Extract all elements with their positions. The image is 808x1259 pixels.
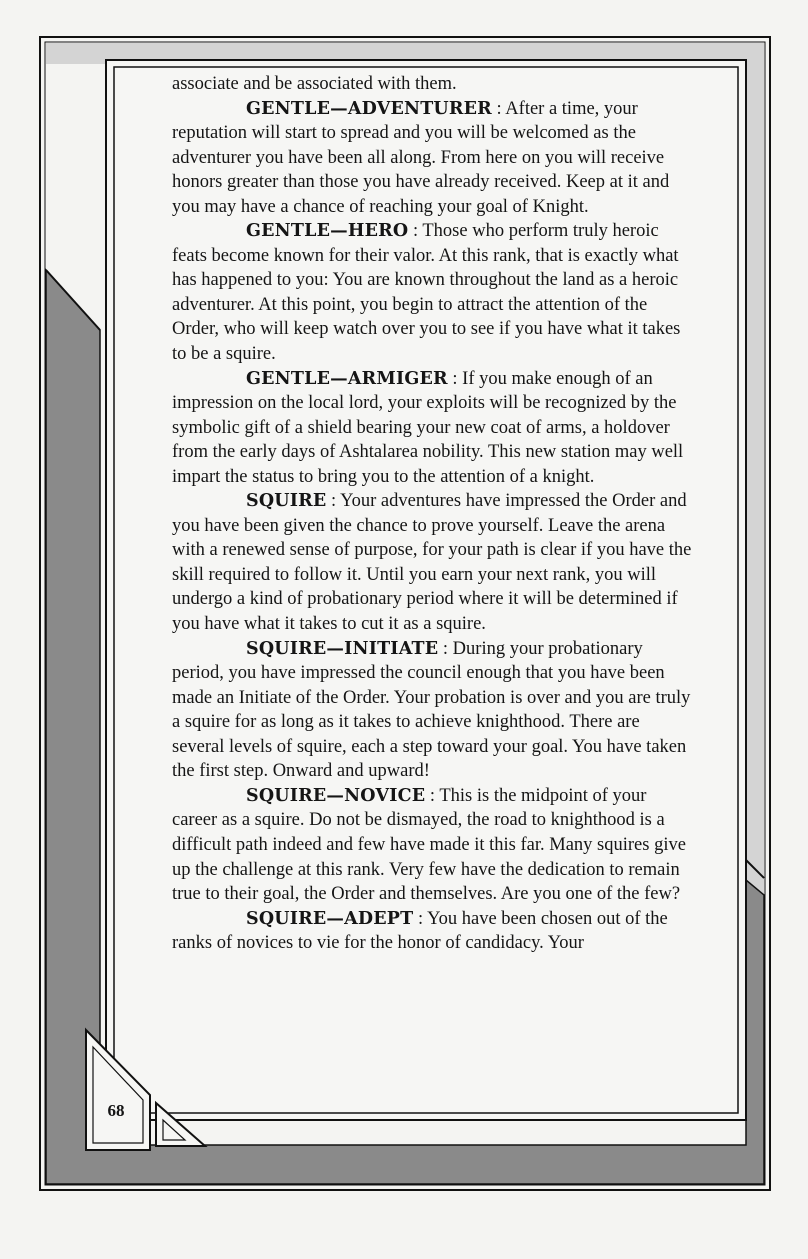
rank-entry-gentle-hero: GENTLE—HERO : Those who perform truly heroic feats become known for their valor. At this rank, that is exactly what has happened to you: You are known throughout the land as a heroic adventurer. At this point, you begin to attract the attention of the Order, who will keep watch over you to see if you have what it takes to be a squire. [172, 221, 681, 365]
rank-title: GENTLE—ADVENTURER [246, 98, 492, 119]
page-number: 68 [107, 1101, 125, 1120]
rank-description: You have been chosen out of the ranks of novices to vie for the honor of candidacy. Your [172, 908, 668, 954]
rank-description: Your adventures have impressed the Order and you have been given the chance to prove yourself. Leave the arena with a renewed sense of purpose, for your path is clear if you have the skill required to follow it. Until you earn your next rank, you will undergo a kind of probationary period where it will be determined if you have what it takes to cut it as a squire. [172, 491, 692, 635]
rank-title: SQUIRE [246, 491, 327, 512]
body-text [172, 72, 692, 956]
rank-entry-squire-adept: SQUIRE—ADEPT : You have been chosen out of the ranks of novices to vie for the honor of candidacy. Your [172, 908, 668, 954]
rank-entry-squire-initiate: SQUIRE—INITIATE : During your probationary period, you have impressed the council enough that you have been made an Initiate of the Order. Your probation is over and you are truly a squire for as long as it takes to achieve knighthood. There are several levels of squire, each a step toward your goal. You have taken the first step. Onward and upward! [172, 638, 691, 782]
rank-description: During your probationary period, you have impressed the council enough that you have been made an Initiate of the Order. Your probation is over and you are truly a squire for as long as it takes to achieve knighthood. There are several levels of squire, each a step toward your goal. You have taken the first step. Onward and upward! [172, 638, 691, 782]
rank-title: GENTLE—HERO [246, 221, 409, 242]
rank-entry-squire: SQUIRE : Your adventures have impressed the Order and you have been given the chance to prove yourself. Leave the arena with a renewed sense of purpose, for your path is clear if you have the skill required to follow it. Until you earn your next rank, you will undergo a kind of probationary period where it will be determined if you have what it takes to cut it as a squire. [172, 491, 692, 635]
rank-title: SQUIRE—ADEPT [246, 908, 414, 929]
rank-entry-gentle-adventurer: GENTLE—ADVENTURER : After a time, your reputation will start to spread and you will be welcomed as the adventurer you have been all along. From here on you will receive honors greater than those you have already received. Keep at it and you may have a chance of reaching your goal of Knight. [172, 98, 670, 217]
rank-title: SQUIRE—INITIATE [246, 638, 439, 659]
opening-line: associate and be associated with them. [172, 74, 457, 94]
rank-entry-gentle-armiger: GENTLE—ARMIGER : If you make enough of an impression on the local lord, your exploits will be recognized by the symbolic gift of a shield bearing your new coat of arms, a holdover from the early days of Ashtalarea nobility. This new station may well impart the status to bring you to the attention of a knight. [172, 368, 684, 487]
rank-description: Those who perform truly heroic feats become known for their valor. At this rank, that is exactly what has happened to you: You are known throughout the land as a heroic adventurer. At this point, you begin to attract the attention of the Order, who will keep watch over you to see if you have what it takes to be a squire. [172, 221, 681, 365]
rank-description: After a time, your reputation will start to spread and you will be welcomed as the adventurer you have been all along. From here on you will receive honors greater than those you have already received. Keep at it and you may have a chance of reaching your goal of Knight. [172, 98, 670, 217]
rank-description: If you make enough of an impression on the local lord, your exploits will be recognized by the symbolic gift of a shield bearing your new coat of arms, a holdover from the early days of Ashtalarea nobility. This new station may well impart the status to bring you to the attention of a knight. [172, 368, 684, 487]
rank-title: SQUIRE—NOVICE [246, 785, 426, 806]
rank-title: GENTLE—ARMIGER [246, 368, 448, 389]
rank-description: This is the midpoint of your career as a squire. Do not be dismayed, the road to knighthood is a difficult path indeed and few have made it this far. Many squires give up the challenge at this rank. Very few have the dedication to remain true to their goal, the Order and themselves. Are you one of the few? [172, 785, 686, 905]
rank-entry-squire-novice: SQUIRE—NOVICE : This is the midpoint of your career as a squire. Do not be dismayed, the road to knighthood is a difficult path indeed and few have made it this far. Many squires give up the challenge at this rank. Very few have the dedication to remain true to their goal, the Order and themselves. Are you one of the few? [172, 785, 686, 905]
